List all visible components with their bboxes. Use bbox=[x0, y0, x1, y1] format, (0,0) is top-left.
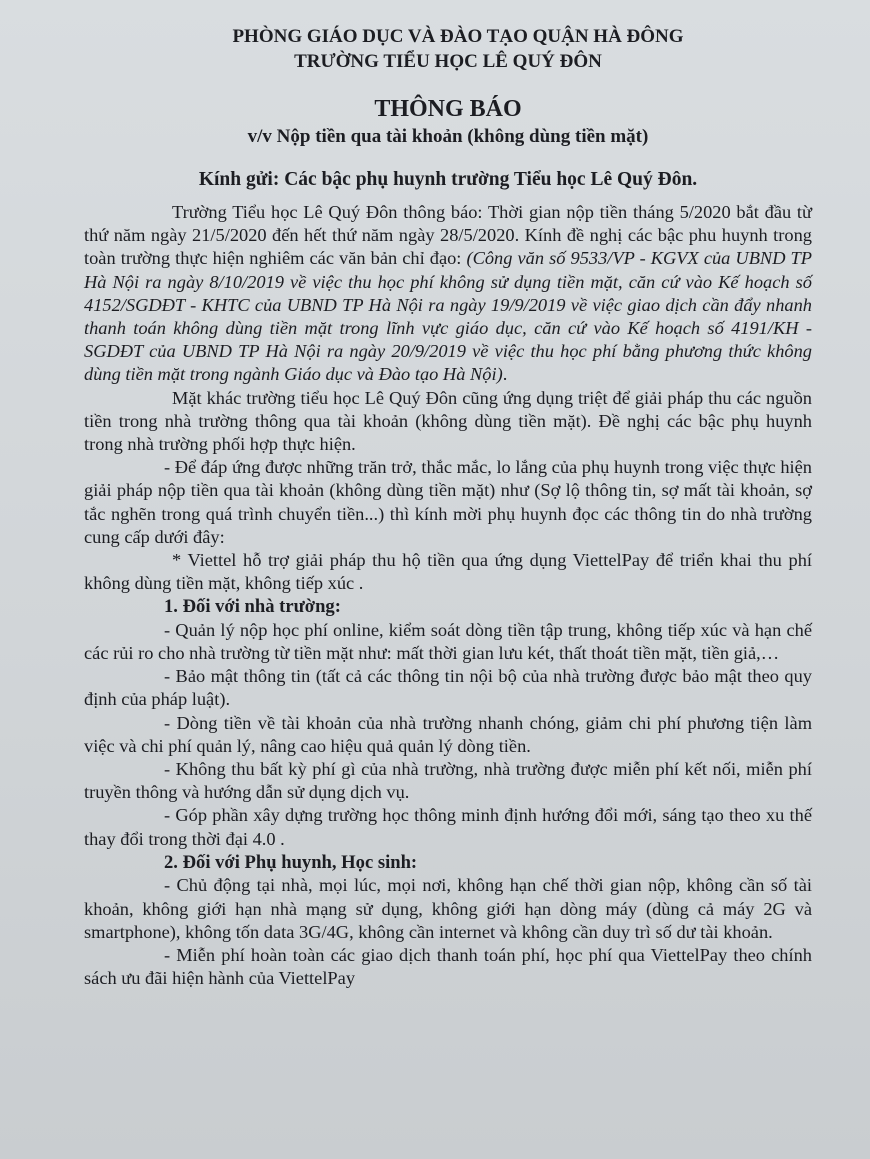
list-item: - Quản lý nộp học phí online, kiểm soát dòng tiền tập trung, không tiếp xúc và hạn chế các rủi ro cho nhà trường từ tiền mặt như: mất thời gian lưu két, thất thoát tiền mặt, tiền giả,… bbox=[84, 619, 812, 664]
list-item: - Không thu bất kỳ phí gì của nhà trường, nhà trường được miễn phí kết nối, miễn phí truyền thông và hướng dẫn sử dụng dịch vụ. bbox=[84, 759, 812, 803]
intro-lead: Trường Tiểu học Lê Quý Đôn thông báo: Thời gian nộp tiền tháng 5/2020 bắt đầu từ thứ năm ngày 21/5/2020 đến hết thứ năm ngày 28/5/2020. Kính đề nghị các bậc phu huynh trong toàn trường thực hiện nghiêm các văn bản chỉ đạo: bbox=[84, 202, 812, 269]
page-title: THÔNG BÁO bbox=[374, 96, 522, 122]
list-item: - Góp phần xây dựng trường học thông minh định hướng đổi mới, sáng tạo theo xu thế thay đổi trong thời đại 4.0 . bbox=[84, 805, 812, 849]
paragraph-cashless: Mặt khác trường tiểu học Lê Quý Đôn cũng ứng dụng triệt để giải pháp thu các nguồn tiền trong nhà trường thông qua tài khoản (không dùng tiền mặt). Đề nghị các bậc phụ huynh trong nhà trường phối hợp thực hiện. bbox=[84, 387, 812, 455]
department-header: PHÒNG GIÁO DỤC VÀ ĐÀO TẠO QUẬN HÀ ĐÔNG bbox=[232, 26, 684, 47]
paragraph-viettel: * Viettel hỗ trợ giải pháp thu hộ tiền qua ứng dụng ViettelPay để triển khai thu phí không dùng tiền mặt, không tiếp xúc . bbox=[84, 550, 812, 594]
list-item: - Chủ động tại nhà, mọi lúc, mọi nơi, không hạn chế thời gian nộp, không cần số tài khoản, không giới hạn nhà mạng sử dụng, không giới hạn dòng máy (dùng cả máy 2G và smartphone), không tốn data 3G/4G, không cần internet và không cần duy trì số dư tài khoản. bbox=[84, 875, 812, 942]
subject-line: v/v Nộp tiền qua tài khoản (không dùng tiền mặt) bbox=[247, 126, 649, 147]
paragraph-concerns: - Để đáp ứng được những trăn trở, thắc mắc, lo lắng của phụ huynh trong việc thực hiện giải pháp nộp tiền qua tài khoản (không dùng tiền mặt) như (Sợ lộ thông tin, sợ mất tài khoản, sợ tắc nghẽn trong quá trình chuyển tiền...) thì kính mời phụ huynh đọc các thông tin do nhà trường cung cấp dưới đây: bbox=[84, 457, 812, 547]
intro-references: (Công văn số 9533/VP - KGVX của UBND TP Hà Nội ra ngày 8/10/2019 về việc thu học phí không sử dụng tiền mặt, căn cứ vào Kế hoạch số 4152/SGDĐT - KHTC của UBND TP Hà Nội ra ngày 19/9/2019 về việc giao dịch cần đẩy nhanh thanh toán không dùng tiền mặt trong lĩnh vực giáo dục, căn cứ vào Kế hoạch số 4191/KH - SGDĐT của UBND TP Hà Nội ra ngày 20/9/2019 về việc thu học phí bằng phương thức không dùng tiền mặt trong ngành Giáo dục và Đào tạo Hà Nội) bbox=[84, 248, 812, 385]
list-item: - Dòng tiền về tài khoản của nhà trường nhanh chóng, giảm chi phí phương tiện làm việc và chi phí quản lý, nâng cao hiệu quả quản lý dòng tiền. bbox=[84, 712, 812, 756]
paragraph-intro bbox=[84, 201, 812, 387]
list-item: - Bảo mật thông tin (tất cả các thông tin nội bộ của nhà trường được bảo mật theo quy định của pháp luật). bbox=[84, 666, 812, 710]
salutation: Kính gửi: Các bậc phụ huynh trường Tiểu học Lê Quý Đôn. bbox=[198, 169, 698, 190]
section-heading-parents: 2. Đối với Phụ huynh, Học sinh: bbox=[164, 851, 418, 873]
intro-tail: . bbox=[502, 364, 508, 385]
section-heading-school: 1. Đối với nhà trường: bbox=[164, 596, 341, 618]
list-item: - Miễn phí hoàn toàn các giao dịch thanh toán phí, học phí qua ViettelPay theo chính sách ưu đãi hiện hành của ViettelPay bbox=[84, 944, 812, 989]
document-body bbox=[84, 201, 812, 990]
school-header: TRƯỜNG TIỂU HỌC LÊ QUÝ ĐÔN bbox=[294, 51, 602, 72]
